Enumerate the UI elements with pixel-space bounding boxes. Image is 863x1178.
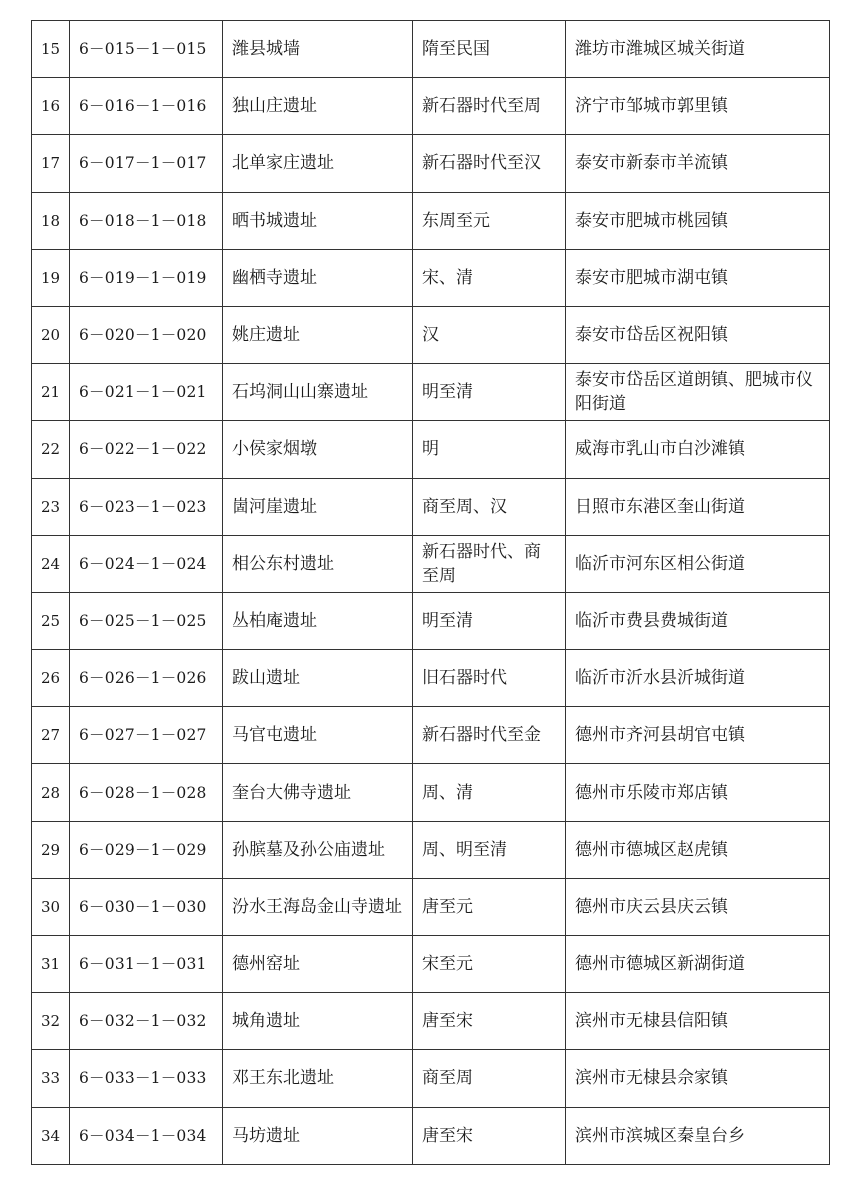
row-number-cell: 26 [32, 650, 70, 707]
site-name-cell: 邓王东北遗址 [223, 1050, 413, 1107]
site-location-cell: 德州市德城区新湖街道 [566, 936, 830, 993]
site-era-cell: 新石器时代、商至周 [413, 535, 566, 592]
site-era-cell: 新石器时代至周 [413, 78, 566, 135]
site-era-cell: 周、明至清 [413, 821, 566, 878]
row-number-cell: 34 [32, 1107, 70, 1164]
table-row [32, 249, 830, 306]
site-name-cell: 小侯家烟墩 [223, 421, 413, 478]
site-era-cell: 新石器时代至汉 [413, 135, 566, 192]
site-location-cell: 济宁市邹城市郭里镇 [566, 78, 830, 135]
table-body [32, 21, 830, 1165]
site-era-cell: 明至清 [413, 592, 566, 649]
site-location-cell: 潍坊市潍城区城关街道 [566, 21, 830, 78]
site-era-cell: 宋、清 [413, 249, 566, 306]
heritage-site-table [31, 20, 830, 1165]
table-row [32, 364, 830, 421]
site-location-cell: 临沂市沂水县沂城街道 [566, 650, 830, 707]
site-code-cell: 6－033－1－033 [70, 1050, 223, 1107]
row-number-cell: 31 [32, 936, 70, 993]
row-number-cell: 30 [32, 878, 70, 935]
site-name-cell: 崮河崖遗址 [223, 478, 413, 535]
row-number-cell: 33 [32, 1050, 70, 1107]
site-name-cell: 丛柏庵遗址 [223, 592, 413, 649]
site-name-cell: 马坊遗址 [223, 1107, 413, 1164]
site-code-cell: 6－026－1－026 [70, 650, 223, 707]
row-number-cell: 18 [32, 192, 70, 249]
site-era-cell: 唐至宋 [413, 993, 566, 1050]
site-name-cell: 德州窑址 [223, 936, 413, 993]
row-number-cell: 17 [32, 135, 70, 192]
site-name-cell: 独山庄遗址 [223, 78, 413, 135]
row-number-cell: 32 [32, 993, 70, 1050]
site-code-cell: 6－034－1－034 [70, 1107, 223, 1164]
site-code-cell: 6－016－1－016 [70, 78, 223, 135]
site-location-cell: 临沂市河东区相公街道 [566, 535, 830, 592]
heritage-site-table-container [31, 20, 829, 1165]
table-row [32, 421, 830, 478]
site-name-cell: 姚庄遗址 [223, 306, 413, 363]
site-name-cell: 石坞洞山山寨遗址 [223, 364, 413, 421]
site-code-cell: 6－022－1－022 [70, 421, 223, 478]
table-row [32, 1050, 830, 1107]
site-era-cell: 东周至元 [413, 192, 566, 249]
site-era-cell: 商至周 [413, 1050, 566, 1107]
site-name-cell: 马官屯遗址 [223, 707, 413, 764]
site-location-cell: 滨州市无棣县佘家镇 [566, 1050, 830, 1107]
site-code-cell: 6－015－1－015 [70, 21, 223, 78]
table-row [32, 936, 830, 993]
row-number-cell: 28 [32, 764, 70, 821]
site-era-cell: 唐至元 [413, 878, 566, 935]
site-location-cell: 临沂市费县费城街道 [566, 592, 830, 649]
table-row [32, 1107, 830, 1164]
site-code-cell: 6－020－1－020 [70, 306, 223, 363]
site-location-cell: 泰安市岱岳区祝阳镇 [566, 306, 830, 363]
site-era-cell: 汉 [413, 306, 566, 363]
site-name-cell: 跋山遗址 [223, 650, 413, 707]
site-era-cell: 新石器时代至金 [413, 707, 566, 764]
site-location-cell: 泰安市岱岳区道朗镇、肥城市仪阳街道 [566, 364, 830, 421]
site-location-cell: 滨州市滨城区秦皇台乡 [566, 1107, 830, 1164]
table-row [32, 707, 830, 764]
row-number-cell: 22 [32, 421, 70, 478]
site-name-cell: 城角遗址 [223, 993, 413, 1050]
site-code-cell: 6－018－1－018 [70, 192, 223, 249]
site-code-cell: 6－029－1－029 [70, 821, 223, 878]
site-era-cell: 周、清 [413, 764, 566, 821]
site-name-cell: 潍县城墙 [223, 21, 413, 78]
site-era-cell: 唐至宋 [413, 1107, 566, 1164]
site-location-cell: 威海市乳山市白沙滩镇 [566, 421, 830, 478]
table-row [32, 764, 830, 821]
site-name-cell: 幽栖寺遗址 [223, 249, 413, 306]
site-name-cell: 晒书城遗址 [223, 192, 413, 249]
row-number-cell: 21 [32, 364, 70, 421]
site-name-cell: 奎台大佛寺遗址 [223, 764, 413, 821]
table-row [32, 478, 830, 535]
site-location-cell: 泰安市肥城市桃园镇 [566, 192, 830, 249]
site-code-cell: 6－027－1－027 [70, 707, 223, 764]
row-number-cell: 16 [32, 78, 70, 135]
row-number-cell: 24 [32, 535, 70, 592]
table-row [32, 535, 830, 592]
row-number-cell: 25 [32, 592, 70, 649]
site-code-cell: 6－025－1－025 [70, 592, 223, 649]
row-number-cell: 15 [32, 21, 70, 78]
table-row [32, 78, 830, 135]
site-era-cell: 旧石器时代 [413, 650, 566, 707]
table-row [32, 878, 830, 935]
row-number-cell: 23 [32, 478, 70, 535]
table-row [32, 993, 830, 1050]
site-name-cell: 汾水王海岛金山寺遗址 [223, 878, 413, 935]
row-number-cell: 29 [32, 821, 70, 878]
site-code-cell: 6－032－1－032 [70, 993, 223, 1050]
site-era-cell: 明 [413, 421, 566, 478]
site-location-cell: 德州市德城区赵虎镇 [566, 821, 830, 878]
table-row [32, 821, 830, 878]
table-row [32, 592, 830, 649]
site-location-cell: 德州市齐河县胡官屯镇 [566, 707, 830, 764]
site-code-cell: 6－017－1－017 [70, 135, 223, 192]
row-number-cell: 19 [32, 249, 70, 306]
site-era-cell: 商至周、汉 [413, 478, 566, 535]
table-row [32, 135, 830, 192]
site-code-cell: 6－021－1－021 [70, 364, 223, 421]
site-code-cell: 6－023－1－023 [70, 478, 223, 535]
site-location-cell: 泰安市肥城市湖屯镇 [566, 249, 830, 306]
site-era-cell: 明至清 [413, 364, 566, 421]
table-row [32, 192, 830, 249]
site-code-cell: 6－031－1－031 [70, 936, 223, 993]
table-row [32, 21, 830, 78]
table-row [32, 650, 830, 707]
site-name-cell: 北单家庄遗址 [223, 135, 413, 192]
row-number-cell: 20 [32, 306, 70, 363]
site-era-cell: 宋至元 [413, 936, 566, 993]
site-code-cell: 6－028－1－028 [70, 764, 223, 821]
site-location-cell: 德州市乐陵市郑店镇 [566, 764, 830, 821]
site-location-cell: 泰安市新泰市羊流镇 [566, 135, 830, 192]
site-name-cell: 相公东村遗址 [223, 535, 413, 592]
site-name-cell: 孙膑墓及孙公庙遗址 [223, 821, 413, 878]
site-location-cell: 日照市东港区奎山街道 [566, 478, 830, 535]
site-location-cell: 滨州市无棣县信阳镇 [566, 993, 830, 1050]
site-code-cell: 6－030－1－030 [70, 878, 223, 935]
table-row [32, 306, 830, 363]
site-code-cell: 6－024－1－024 [70, 535, 223, 592]
site-code-cell: 6－019－1－019 [70, 249, 223, 306]
site-location-cell: 德州市庆云县庆云镇 [566, 878, 830, 935]
site-era-cell: 隋至民国 [413, 21, 566, 78]
row-number-cell: 27 [32, 707, 70, 764]
